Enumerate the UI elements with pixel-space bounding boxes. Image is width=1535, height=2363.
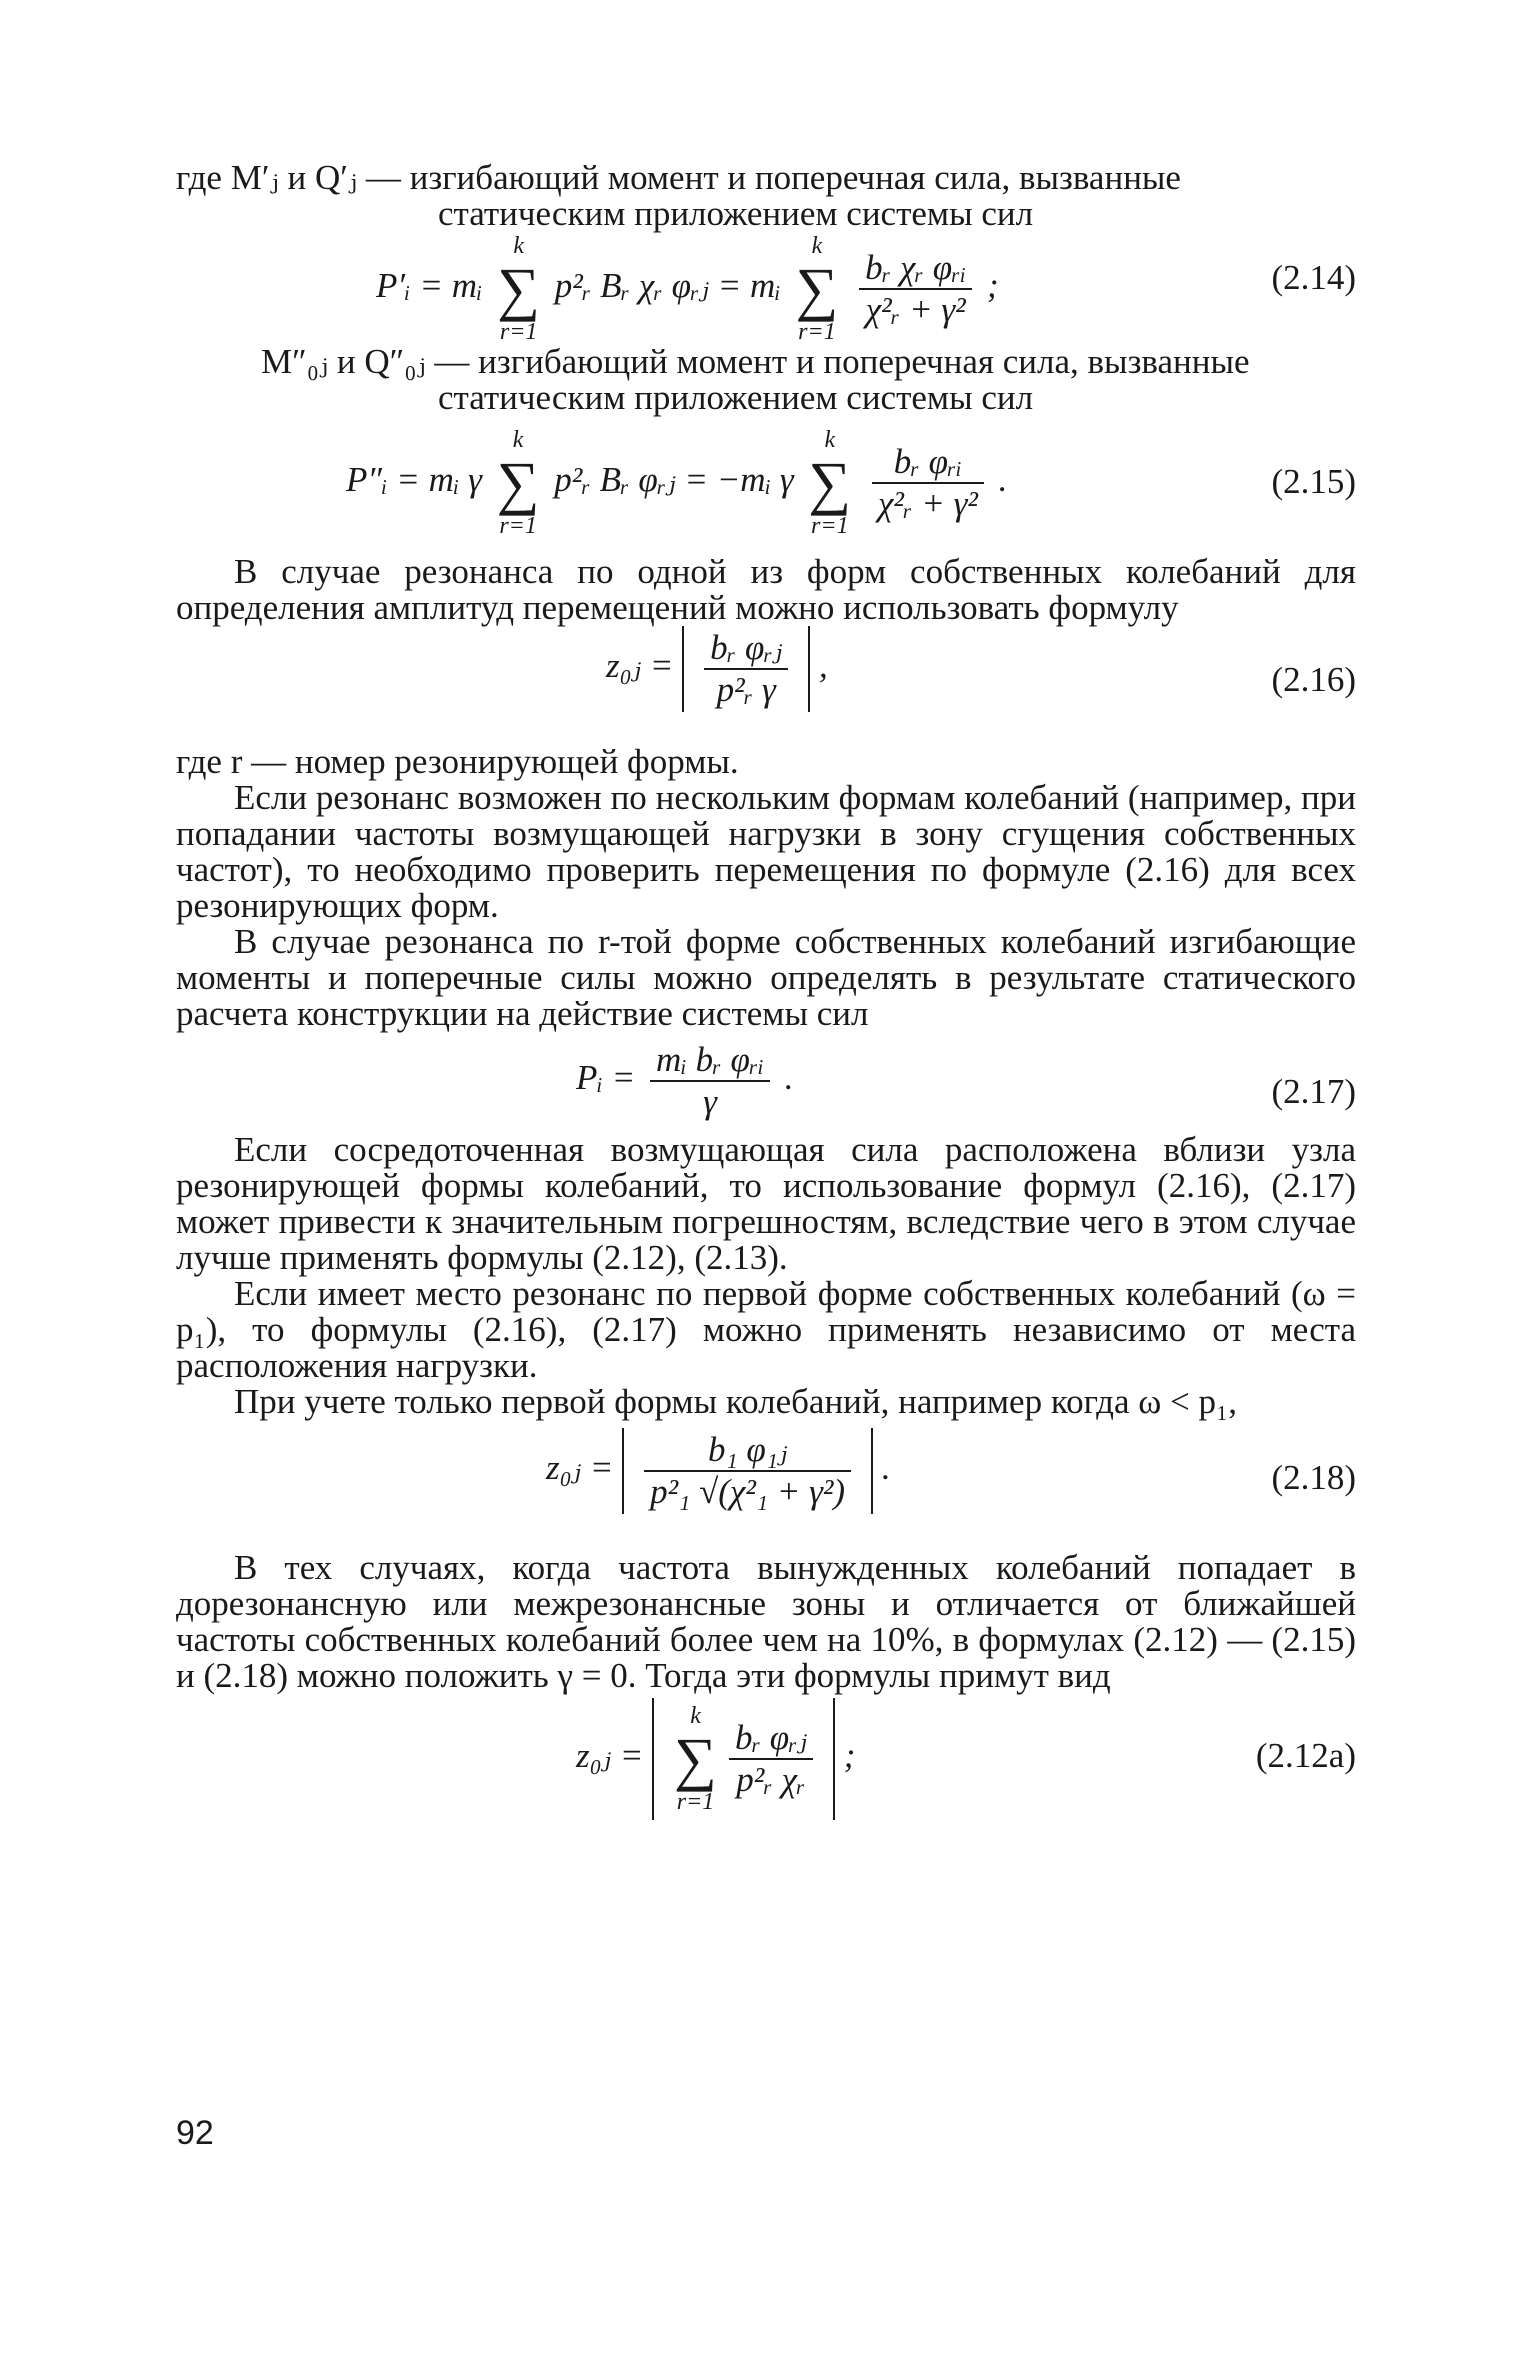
- equation-number: (2.16): [1271, 660, 1356, 699]
- fraction: $\frac{\text{bᵣ χᵣ φᵣᵢ}}{\text{χ²ᵣ + γ²}}$: [859, 250, 972, 328]
- text-line: статическим приложением системы сил: [438, 378, 1034, 417]
- equation-2-12a: z₀ⱼ = k ∑ r=1 $\frac{\text{bᵣ φᵣⱼ}}{\text{p²ᵣ χᵣ}}$ ; (2.12a): [176, 1694, 1356, 1824]
- equation-lhs: P″ᵢ = mᵢ γ: [346, 460, 482, 500]
- text-line: M″₀ⱼ и Q″₀ⱼ — изгибающий момент и поперечная сила, вызванные: [261, 342, 1250, 381]
- fraction: $\frac{\text{mᵢ bᵣ φᵣᵢ}}{\gamma}$: [650, 1042, 770, 1120]
- text-line: статическим приложением системы сил: [438, 194, 1034, 233]
- equation-number: (2.12a): [1255, 1736, 1356, 1775]
- equation-lhs: z₀ⱼ =: [546, 1448, 614, 1488]
- paragraph: Если имеет место резонанс по первой форме собственных колебаний (ω = p₁), то формулы (2.16), (2.17) можно применять независимо от места расположения нагрузки.: [176, 1274, 1356, 1385]
- paragraph: При учете только первой формы колебаний, например когда ω < p₁,: [234, 1382, 1238, 1421]
- paragraph: где r — номер резонирующей формы.: [176, 742, 739, 781]
- summation: k ∑ r=1: [795, 233, 839, 345]
- equation-2-18: z₀ⱼ = $\frac{\text{b₁ φ₁ⱼ}}{\text{p²₁ √(χ²₁ + γ²)}}$ . (2.18): [176, 1420, 1356, 1550]
- equation-2-14: P′ᵢ = mᵢ k ∑ r=1 p²ᵣ Bᵣ χᵣ φᵣⱼ = mᵢ k ∑ r=1 $\frac{\text{bᵣ χᵣ φᵣᵢ}}{\text{χ²ᵣ + γ²}}$ ; (2.14): [376, 233, 1356, 345]
- equation-number: (2.15): [1271, 462, 1356, 501]
- paragraph: В тех случаях, когда частота вынужденных колебаний попадает в дорезонансную или межрезонансные зоны и отличается от ближайшей частоты собственных колебаний более чем на 10%, в формулах (2.12) — (2.15) и (2.18) можно положить γ = 0. Тогда эти формулы примут вид: [176, 1548, 1356, 1695]
- equation-middle: p²ᵣ Bᵣ χᵣ φᵣⱼ = mᵢ: [554, 266, 781, 306]
- page-number: 92: [176, 2114, 214, 2152]
- page-body: [176, 160, 1356, 1824]
- equation-lhs: P′ᵢ = mᵢ: [376, 266, 483, 306]
- equation-number: (2.14): [1271, 258, 1356, 297]
- equation-2-16: z₀ⱼ = $\frac{\text{bᵣ φᵣⱼ}}{\text{p²ᵣ γ}}$ , (2.16): [176, 626, 1356, 738]
- paragraph: Если резонанс возможен по нескольким формам колебаний (например, при попадании частоты возмущающей нагрузки в зону сгущения собственных частот), то необходимо проверить перемещения по формуле (2.16) для всех резонирующих форм.: [176, 778, 1356, 925]
- equation-number: (2.17): [1271, 1072, 1356, 1111]
- paragraph: В случае резонанса по r-той форме собственных колебаний изгибающие моменты и поперечные силы можно определять в результате статического расчета конструкции на действие системы сил: [176, 922, 1356, 1033]
- equation-lhs: z₀ⱼ =: [606, 646, 674, 686]
- summation: k ∑ r=1: [497, 233, 541, 345]
- fraction: $\frac{\text{bᵣ φᵣᵢ}}{\text{χ²ᵣ + γ²}}$: [872, 444, 984, 522]
- paragraph: Если сосредоточенная возмущающая сила расположена вблизи узла резонирующей формы колебаний, то использование формул (2.16), (2.17) может привести к значительным погрешностям, вследствие чего в этом случае лучше применять формулы (2.12), (2.13).: [176, 1130, 1356, 1277]
- equation-2-15: P″ᵢ = mᵢ γ k ∑ r=1 p²ᵣ Bᵣ φᵣⱼ = −mᵢ γ k ∑ r=1 $\frac{\text{bᵣ φᵣᵢ}}{\text{χ²ᵣ + γ²}}$ . (2.15): [346, 427, 1356, 539]
- equation-lhs: z₀ⱼ =: [576, 1736, 644, 1776]
- absolute-value: $\frac{\text{b₁ φ₁ⱼ}}{\text{p²₁ √(χ²₁ + γ²)}}$: [622, 1428, 873, 1514]
- equation-number: (2.18): [1271, 1458, 1356, 1497]
- equation-2-17: Pᵢ = $\frac{\text{mᵢ bᵣ φᵣᵢ}}{\gamma}$ . (2.17): [576, 1040, 1356, 1121]
- text-line: где M′ⱼ и Q′ⱼ — изгибающий момент и поперечная сила, вызванные: [176, 158, 1181, 197]
- summation: k ∑ r=1: [808, 427, 852, 539]
- summation: k ∑ r=1: [496, 427, 540, 539]
- absolute-value: $\frac{\text{bᵣ φᵣⱼ}}{\text{p²ᵣ γ}}$: [682, 626, 810, 712]
- equation-lhs: Pᵢ =: [576, 1058, 636, 1098]
- equation-middle: p²ᵣ Bᵣ φᵣⱼ = −mᵢ γ: [554, 460, 794, 500]
- paragraph: В случае резонанса по одной из форм собственных колебаний для определения амплитуд перемещений можно использовать формулу: [176, 552, 1356, 627]
- absolute-value: k ∑ r=1 $\frac{\text{bᵣ φᵣⱼ}}{\text{p²ᵣ χᵣ}}$: [652, 1698, 835, 1820]
